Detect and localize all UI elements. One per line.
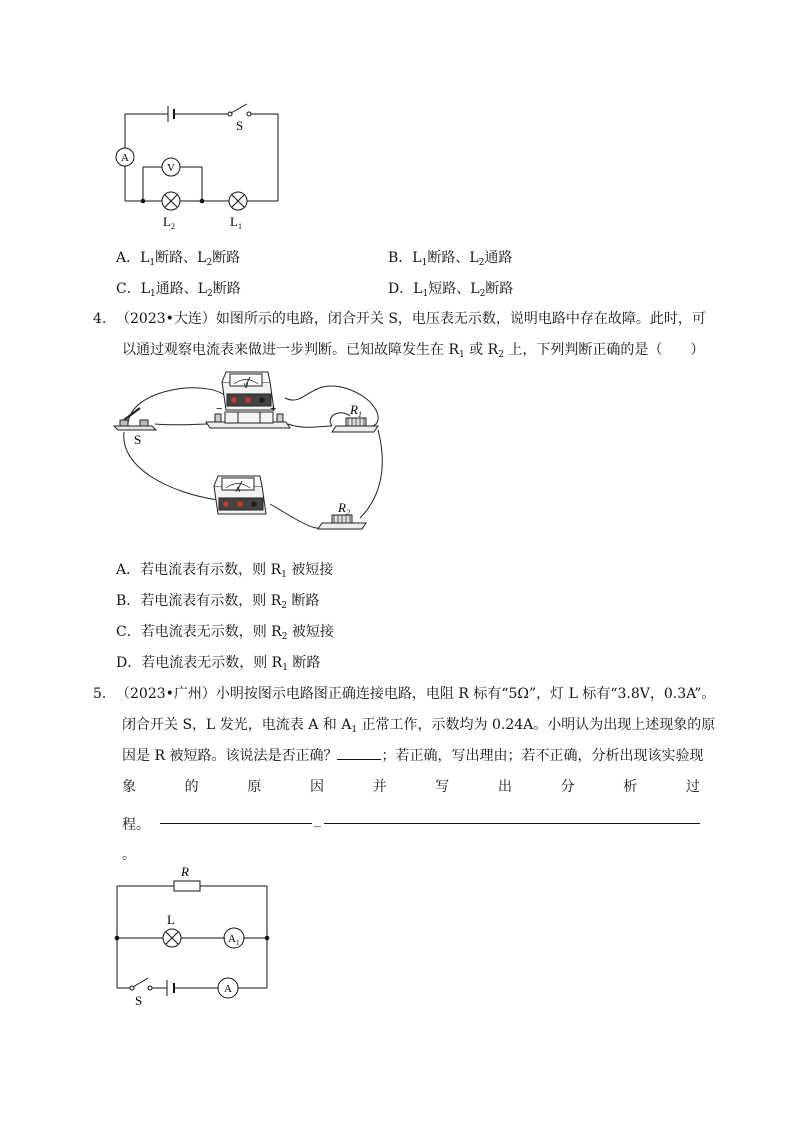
r1-label: R [350, 402, 358, 417]
q4-stem-line1: （2023•大连）如图所示的电路，闭合开关 S，电压表无示数，说明电路中存在故障。此时，可 [116, 311, 706, 327]
q4-option-d[interactable]: D．若电流表无示数，则 $R_1$ 断路 [116, 655, 321, 673]
resistor-r-label: R [181, 864, 189, 879]
svg-text:L2: $L_2$ [163, 214, 175, 231]
ammeter-dial-label: A [235, 487, 241, 494]
ammeter-label: A [121, 152, 129, 164]
q5-answer-blank-3[interactable] [324, 823, 700, 824]
lamp-l-label: L [167, 912, 175, 927]
svg-text:R1: $R_1$ [350, 402, 362, 419]
q5-stem-line5: 程。 [122, 817, 150, 833]
switch-label: S [236, 118, 244, 133]
q3-option-d[interactable]: D．$L_1$短路、$L_2$断路 [388, 281, 514, 299]
battery-plus: + [270, 403, 277, 415]
resistor-r-symbol [174, 881, 200, 891]
q5-stem-line3: 因是 R 被短路。该说法是否正确？ ；若正确，写出理由；若不正确，分析出现该实验现 [122, 741, 703, 772]
switch-s-label: S [135, 993, 143, 1008]
switch-s-label: S [134, 432, 142, 447]
q5-blank-separator: _ [314, 812, 321, 828]
q5-stem-line4: 象 的 原 因 并 写 出 分 析 过 [122, 779, 700, 795]
switch-s-blade [133, 978, 148, 987]
svg-text:L1: $L_1$ [230, 214, 242, 231]
q5-answer-blank-2[interactable] [160, 823, 312, 824]
svg-text:R2: $R_2$ [338, 500, 350, 517]
q5-circuit-diagram [108, 862, 278, 1012]
q4-number: 4. [93, 311, 107, 327]
switch-blade [231, 104, 247, 113]
ammeter-a1-label: A [228, 933, 236, 945]
voltmeter-dial-label: V [243, 383, 249, 390]
r2-label: R [338, 500, 346, 515]
q5-answer-blank-1[interactable] [337, 745, 381, 760]
q4-stem-line2: 以通过观察电流表来做进一步判断。已知故障发生在 $R_1$ 或 $R_2$ 上，下列判断正确的是（ ） [122, 342, 705, 360]
q5-stem-end: 。 [122, 847, 136, 863]
voltmeter-label: V [167, 162, 175, 174]
q3-option-a[interactable]: A．$L_1$断路、$L_2$断路 [116, 250, 241, 268]
q4-physical-circuit [110, 368, 390, 548]
lamp-l2-label: L [163, 214, 171, 229]
q5-number: 5. [93, 686, 107, 702]
q5-stem-line1: （2023•广州）小明按图示电路图正确连接电路，电阻 R 标有“5Ω”，灯 L 标有“3.8V，0.3A”。 [116, 686, 716, 702]
q4-option-c[interactable]: C．若电流表无示数，则 $R_2$ 被短接 [116, 624, 334, 642]
q3-option-b[interactable]: B．$L_1$断路、$L_2$通路 [388, 250, 513, 268]
q3-option-c[interactable]: C．$L_1$通路、$L_2$断路 [116, 281, 241, 299]
svg-text:A1: $A_1$ [228, 933, 240, 947]
q3-circuit-diagram [110, 100, 290, 235]
battery-minus: − [216, 403, 223, 415]
ammeter-a-label: A [224, 983, 232, 995]
q4-option-a[interactable]: A．若电流表有示数，则 $R_1$ 被短接 [116, 562, 334, 580]
lamp-l1-label: L [230, 214, 238, 229]
q4-option-b[interactable]: B．若电流表有示数，则 $R_2$ 断路 [116, 593, 320, 611]
q5-stem-line2: 闭合开关 S，L 发光，电流表 A 和 $A_1$ 正常工作，示数均为 0.24A。小明认为出现上述现象的原 [122, 717, 716, 735]
